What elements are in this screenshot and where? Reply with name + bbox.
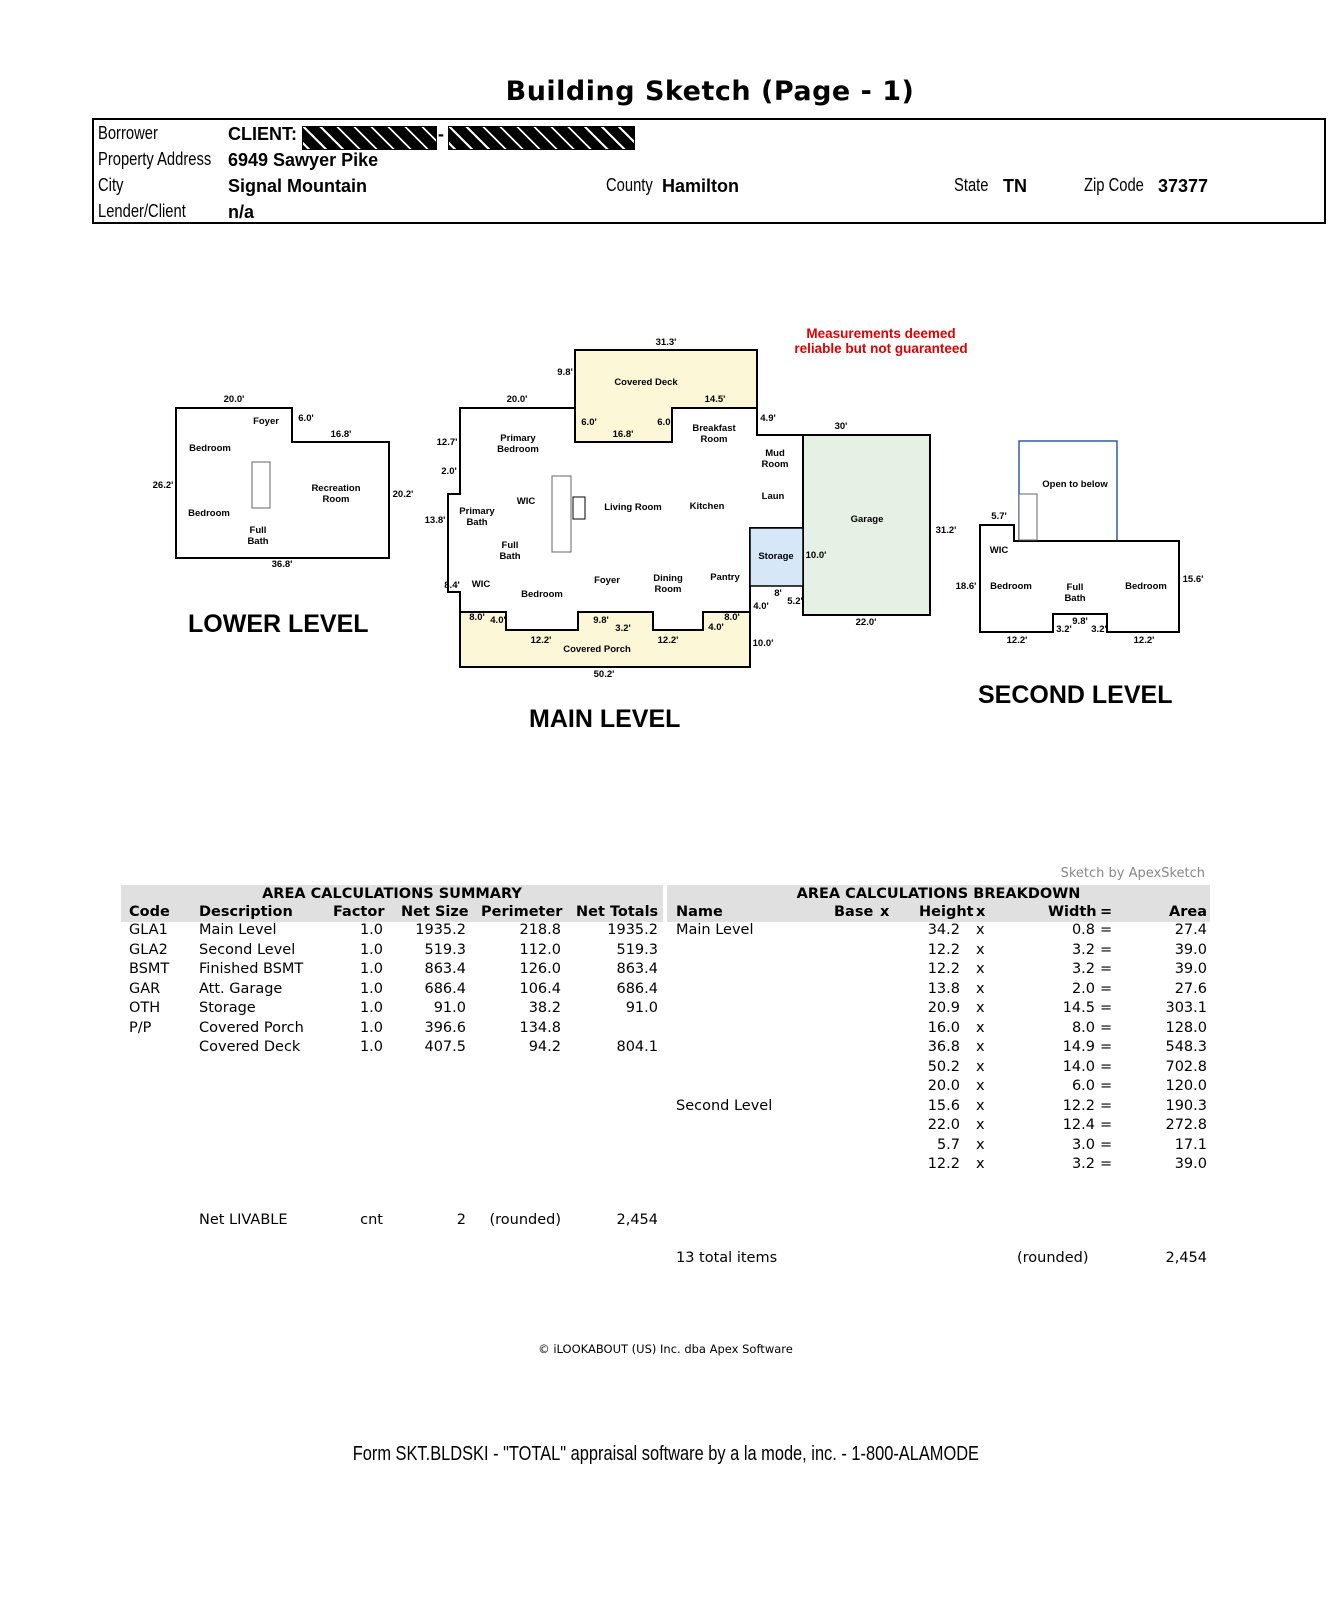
dimension-label: 13.8' (424, 515, 446, 526)
dimension-label: 4.0' (708, 622, 724, 633)
summary-cell: 218.8 (519, 922, 561, 938)
breakdown-eq: = (1100, 1019, 1113, 1036)
room-label: Room (700, 434, 728, 445)
summary-cell: Att. Garage (199, 980, 283, 997)
dimension-label: 12.2' (657, 635, 679, 646)
breakdown-eq: = (1100, 922, 1113, 938)
room-label: Room (322, 494, 350, 505)
breakdown-width: 6.0 (1071, 1078, 1095, 1094)
room-label: Room (654, 584, 682, 595)
summary-cell: 1.0 (359, 980, 383, 997)
dimension-label: 26.2' (152, 480, 174, 491)
breakdown-width: 8.0 (1071, 1019, 1095, 1036)
breakdown-x: x (976, 1117, 985, 1133)
breakdown-height: 5.7 (936, 1136, 960, 1153)
summary-cell: 134.8 (519, 1019, 561, 1036)
breakdown-header-height: Height (919, 904, 974, 920)
dimension-label: 18.6' (955, 581, 977, 592)
main-level-label: MAIN LEVEL (529, 705, 681, 733)
summary-cell: P/P (129, 1019, 152, 1036)
breakdown-x: x (976, 1156, 985, 1172)
net-total: 2,454 (616, 1212, 658, 1228)
summary-cell: 126.0 (519, 961, 561, 977)
breakdown-total: 2,454 (1165, 1250, 1207, 1266)
zip-label: Zip Code (1084, 175, 1144, 195)
summary-cell: GAR (129, 980, 161, 997)
state-label: State (954, 175, 989, 195)
lender-label: Lender/Client (98, 201, 186, 221)
main-stair (552, 476, 571, 552)
dimension-label: 4.0' (490, 615, 506, 626)
dimension-label: 10.0' (752, 638, 774, 649)
room-label: Foyer (594, 575, 620, 586)
summary-title: AREA CALCULATIONS SUMMARY (262, 886, 522, 902)
summary-cell: 106.4 (519, 980, 561, 997)
breakdown-area: 39.0 (1174, 961, 1207, 977)
city-value: Signal Mountain (228, 176, 367, 196)
room-label: Bath (466, 517, 488, 528)
dimension-label: 31.3' (655, 337, 677, 348)
room-label: Garage (850, 514, 884, 525)
dimension-label: 12.2' (530, 635, 552, 646)
net-livable-label: Net LIVABLE (199, 1212, 288, 1228)
breakdown-eq: = (1100, 1117, 1113, 1133)
breakdown-area: 548.3 (1165, 1039, 1207, 1055)
breakdown-height: 34.2 (927, 922, 960, 938)
breakdown-width: 14.0 (1062, 1058, 1095, 1075)
dimension-label: 6.0' (581, 417, 597, 428)
summary-cell: BSMT (129, 961, 170, 977)
dimension-label: 12.2' (1006, 635, 1028, 646)
dimension-label: 9.8' (557, 367, 573, 378)
lower-stair (252, 462, 270, 508)
room-label: Bath (1064, 593, 1086, 604)
summary-cell: 1.0 (359, 941, 383, 958)
dimension-label: 3.2' (1056, 624, 1072, 635)
breakdown-area: 27.4 (1174, 922, 1207, 938)
dimension-label: 16.8' (330, 429, 352, 440)
breakdown-width: 3.0 (1071, 1136, 1095, 1153)
summary-header-factor: Factor (333, 904, 385, 920)
summary-cell: Covered Porch (199, 1019, 304, 1036)
summary-cell: 94.2 (528, 1039, 561, 1055)
city-label: City (98, 175, 124, 195)
room-label: Bedroom (990, 581, 1032, 592)
dimension-label: 8.0' (469, 612, 485, 623)
summary-cell: Main Level (199, 922, 277, 938)
room-label: Mud (765, 448, 785, 459)
breakdown-eq: = (1100, 1000, 1113, 1016)
dimension-label: 8.4' (444, 580, 460, 591)
summary-header-code: Code (129, 904, 170, 920)
breakdown-width: 14.9 (1062, 1039, 1095, 1055)
main-stair-landing (573, 497, 585, 519)
area-summary-table (121, 885, 663, 1265)
measurement-notice: Measurements deemed reliable but not guaranteed (794, 326, 968, 356)
room-label: WIC (516, 496, 536, 507)
summary-cell: 407.5 (424, 1039, 466, 1055)
room-label: Pantry (710, 572, 740, 583)
summary-cell: 686.4 (616, 980, 658, 997)
breakdown-eq: = (1100, 1136, 1113, 1153)
page-title: Building Sketch (Page - 1) (505, 76, 915, 107)
dimension-label: 10.0' (805, 550, 827, 561)
room-label: Primary (500, 433, 536, 444)
dimension-label: 8' (774, 588, 782, 599)
summary-cell: 804.1 (616, 1039, 658, 1055)
redaction-dash: - (438, 124, 444, 144)
dimension-label: 36.8' (271, 559, 293, 570)
borrower-value: CLIENT: (228, 124, 297, 144)
room-label: Primary (459, 506, 495, 517)
dimension-label: 4.9' (760, 413, 776, 424)
breakdown-eq: = (1100, 1058, 1113, 1075)
room-label: Recreation (311, 483, 361, 494)
summary-cell: 863.4 (424, 961, 466, 977)
breakdown-eq: = (1100, 1097, 1113, 1114)
summary-cell: 519.3 (424, 941, 466, 958)
room-label: Breakfast (692, 423, 736, 434)
breakdown-x: x (976, 1136, 985, 1153)
second-level-label: SECOND LEVEL (978, 681, 1173, 709)
dimension-label: 20.0' (506, 394, 528, 405)
summary-cell: 1935.2 (415, 922, 466, 938)
state-value: TN (1003, 176, 1027, 196)
summary-cell: 1.0 (359, 1019, 383, 1036)
room-label: Bedroom (1125, 581, 1167, 592)
breakdown-x: x (976, 1097, 985, 1114)
room-label: Covered Porch (563, 644, 631, 655)
summary-cell: 1.0 (359, 1039, 383, 1055)
breakdown-header-base: Base (834, 904, 874, 920)
dimension-label: 22.0' (855, 617, 877, 628)
breakdown-height: 20.9 (927, 1000, 960, 1016)
room-label: Bath (499, 551, 521, 562)
dimension-label: 9.8' (593, 615, 609, 626)
summary-cell: 863.4 (616, 961, 658, 977)
summary-cell: 519.3 (616, 941, 658, 958)
room-label: Full (501, 540, 519, 551)
breakdown-rounded: (rounded) (1017, 1250, 1089, 1266)
breakdown-height: 36.8 (927, 1039, 960, 1055)
dimension-label: 31.2' (935, 525, 957, 536)
breakdown-height: 15.6 (927, 1097, 960, 1114)
room-label: Open to below (1042, 479, 1108, 490)
breakdown-header-area: Area (1169, 904, 1207, 920)
dimension-label: 14.5' (704, 394, 726, 405)
breakdown-height: 12.2 (927, 1156, 960, 1172)
county-label: County (606, 175, 653, 195)
breakdown-area: 190.3 (1165, 1097, 1207, 1114)
breakdown-x: x (976, 1000, 985, 1016)
room-label: Full (1066, 582, 1084, 593)
breakdown-x: x (976, 941, 985, 958)
breakdown-width: 3.2 (1071, 1156, 1095, 1172)
breakdown-x: x (976, 961, 985, 977)
breakdown-width: 3.2 (1071, 941, 1095, 958)
copyright: © iLOOKABOUT (US) Inc. dba Apex Software (538, 1342, 793, 1356)
summary-cell: 91.0 (625, 1000, 658, 1016)
lower-level-label: LOWER LEVEL (188, 610, 369, 638)
room-label: Full (249, 525, 267, 536)
dimension-label: 12.7' (436, 437, 458, 448)
net-rounded: (rounded) (489, 1212, 561, 1228)
address-label: Property Address (98, 149, 212, 169)
summary-cell: 686.4 (424, 980, 466, 997)
breakdown-header-x1: x (880, 904, 890, 920)
room-label: Bedroom (188, 508, 230, 519)
breakdown-header-name: Name (676, 904, 723, 920)
sketch-credit: Sketch by ApexSketch (1060, 866, 1205, 881)
dimension-label: 50.2' (593, 669, 615, 680)
room-label: Bedroom (497, 444, 539, 455)
dimension-label: 12.2' (1133, 635, 1155, 646)
breakdown-header-x2: x (976, 904, 986, 920)
dimension-label: 3.2' (1091, 624, 1107, 635)
summary-cell: GLA2 (129, 941, 168, 958)
summary-cell: 38.2 (528, 1000, 561, 1016)
breakdown-width: 14.5 (1062, 1000, 1095, 1016)
dimension-label: 20.2' (392, 489, 414, 500)
dimension-label: 4.0' (753, 601, 769, 612)
summary-cell: 91.0 (433, 1000, 466, 1016)
summary-cell: Finished BSMT (199, 961, 304, 977)
breakdown-eq: = (1100, 980, 1113, 997)
county-value: Hamilton (662, 176, 740, 196)
summary-cell: 1.0 (359, 961, 383, 977)
summary-cell: 1.0 (359, 922, 383, 938)
dimension-label: 6.0' (657, 417, 673, 428)
breakdown-width: 12.2 (1062, 1097, 1095, 1114)
breakdown-height: 20.0 (927, 1078, 960, 1094)
breakdown-name: Second Level (676, 1097, 773, 1114)
summary-cell: Storage (199, 1000, 256, 1016)
breakdown-width: 3.2 (1071, 961, 1095, 977)
breakdown-eq: = (1100, 1078, 1113, 1094)
breakdown-title: AREA CALCULATIONS BREAKDOWN (796, 886, 1081, 902)
breakdown-height: 50.2 (927, 1058, 960, 1075)
breakdown-x: x (976, 1039, 985, 1055)
summary-header-net-totals: Net Totals (576, 904, 659, 920)
breakdown-x: x (976, 1019, 985, 1036)
breakdown-height: 22.0 (927, 1117, 960, 1133)
room-label: Bedroom (521, 589, 563, 600)
room-label: Bedroom (189, 443, 231, 454)
breakdown-header-eq: = (1100, 904, 1113, 920)
room-label: Bath (247, 536, 269, 547)
breakdown-x: x (976, 922, 985, 938)
area-breakdown-table (667, 885, 1210, 1285)
breakdown-area: 120.0 (1165, 1078, 1207, 1094)
breakdown-area: 39.0 (1174, 1156, 1207, 1172)
second-stair (1019, 494, 1037, 540)
net-cnt-label: cnt (360, 1212, 383, 1228)
dimension-label: 15.6' (1182, 574, 1204, 585)
summary-cell: 112.0 (519, 941, 561, 958)
room-label: Foyer (253, 416, 279, 427)
breakdown-eq: = (1100, 1039, 1113, 1055)
summary-cell: 396.6 (424, 1019, 466, 1036)
garage (803, 435, 930, 615)
borrower-label: Borrower (98, 123, 158, 143)
dimension-label: 3.2' (615, 623, 631, 634)
breakdown-name: Main Level (676, 922, 754, 938)
breakdown-width: 2.0 (1071, 980, 1095, 997)
breakdown-area: 303.1 (1165, 1000, 1207, 1016)
breakdown-x: x (976, 1058, 985, 1075)
room-label: Dining (653, 573, 683, 584)
breakdown-eq: = (1100, 941, 1113, 958)
breakdown-area: 272.8 (1165, 1117, 1207, 1133)
breakdown-eq: = (1100, 961, 1113, 977)
room-label: Covered Deck (614, 377, 678, 388)
summary-cell: GLA1 (129, 922, 168, 938)
dimension-label: 8.0' (724, 612, 740, 623)
room-label: Kitchen (689, 501, 725, 512)
breakdown-total-items: 13 total items (676, 1250, 778, 1266)
summary-cell: 1.0 (359, 1000, 383, 1016)
breakdown-width: 12.4 (1062, 1117, 1095, 1133)
dimension-label: 5.2' (787, 596, 803, 607)
address-value: 6949 Sawyer Pike (228, 150, 379, 170)
dimension-label: 16.8' (612, 429, 634, 440)
summary-header-perimeter: Perimeter (481, 904, 563, 920)
room-label: Living Room (604, 502, 662, 513)
breakdown-height: 12.2 (927, 961, 960, 977)
summary-cell: Covered Deck (199, 1039, 301, 1055)
breakdown-area: 27.6 (1174, 980, 1207, 997)
net-cnt: 2 (456, 1212, 466, 1228)
summary-cell: 1935.2 (607, 922, 658, 938)
breakdown-area: 128.0 (1165, 1019, 1207, 1036)
breakdown-area: 39.0 (1174, 941, 1207, 958)
breakdown-width: 0.8 (1071, 922, 1095, 938)
lender-value: n/a (228, 202, 255, 222)
floor-plan-sketch (0, 0, 1331, 760)
room-label: Storage (758, 551, 794, 562)
room-label: WIC (471, 579, 491, 590)
breakdown-x: x (976, 980, 985, 997)
zip-value: 37377 (1158, 176, 1209, 196)
breakdown-area: 17.1 (1174, 1136, 1207, 1153)
dimension-label: 6.0' (298, 413, 314, 424)
room-label: Laun (761, 491, 785, 502)
breakdown-area: 702.8 (1165, 1058, 1207, 1075)
breakdown-height: 16.0 (927, 1019, 960, 1036)
breakdown-height: 13.8 (927, 980, 960, 997)
room-label: WIC (989, 545, 1009, 556)
summary-header-description: Description (199, 904, 293, 920)
summary-header-net-size: Net Size (401, 904, 469, 920)
summary-cell: Second Level (199, 941, 296, 958)
summary-cell: OTH (129, 1000, 161, 1016)
dimension-label: 5.7' (991, 511, 1007, 522)
dimension-label: 20.0' (223, 394, 245, 405)
breakdown-header-width: Width (1048, 904, 1097, 920)
room-label: Room (761, 459, 789, 470)
form-line: Form SKT.BLDSKI - "TOTAL" appraisal software by a la mode, inc. - 1-800-ALAMODE (352, 1443, 979, 1465)
dimension-label: 2.0' (441, 466, 457, 477)
breakdown-height: 12.2 (927, 941, 960, 958)
dimension-label: 30' (834, 421, 848, 432)
breakdown-eq: = (1100, 1156, 1113, 1172)
breakdown-x: x (976, 1078, 985, 1094)
dimension-label: 9.8' (1072, 616, 1088, 627)
